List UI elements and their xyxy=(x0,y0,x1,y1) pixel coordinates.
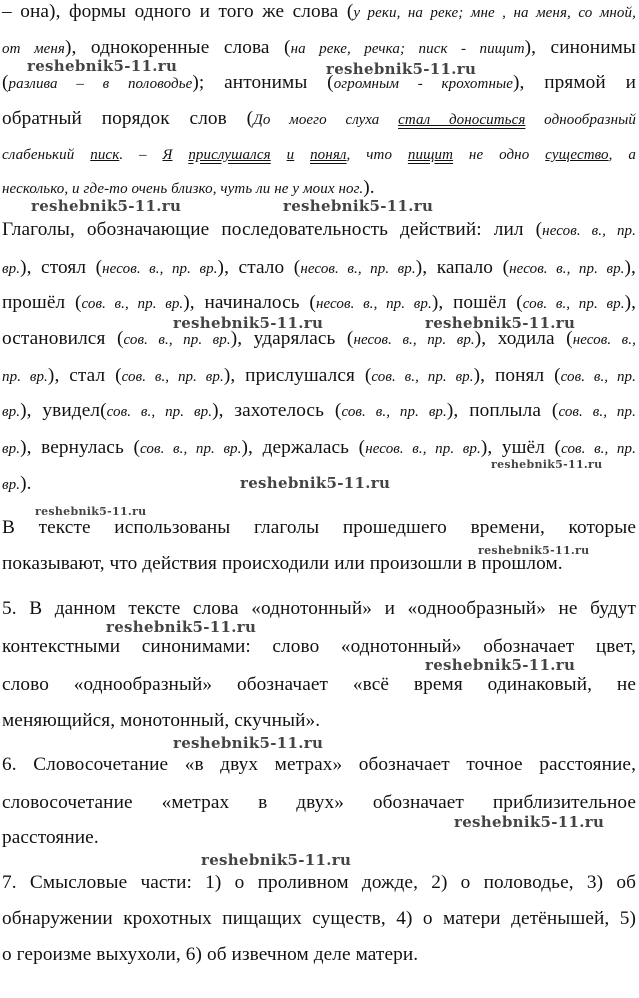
text-line: В тексте использованы глаголы прошедшего времени, которые xyxy=(2,517,636,538)
text-line: расстояние. xyxy=(2,827,99,848)
text-line: от меня), однокоренные слова (на реке, речка; писк - пищит), синонимы xyxy=(2,37,636,58)
watermark: reshebnik5-11.ru xyxy=(35,505,147,518)
text-line: – она), формы одного и того же слова (у реки, на реке; мне , на меня, со мной, xyxy=(2,1,636,22)
watermark: reshebnik5-11.ru xyxy=(27,57,178,75)
watermark: reshebnik5-11.ru xyxy=(31,197,182,215)
watermark: reshebnik5-11.ru xyxy=(201,851,352,869)
text-line: 6. Словосочетание «в двух метрах» обозначает точное расстояние, xyxy=(2,754,636,775)
text-line: контекстными синонимами: слово «однотонный» обозначает цвет, xyxy=(2,636,636,657)
text-line: показывают, что действия происходили или произошли в прошлом. xyxy=(2,553,563,574)
text-line: вр.), вернулась (сов. в., пр. вр.), держалась (несов. в., пр. вр.), ушёл (сов. в., пр. xyxy=(2,437,636,458)
watermark: reshebnik5-11.ru xyxy=(425,656,576,674)
text-line: обратный порядок слов (До моего слуха стал доноситься однообразный xyxy=(2,108,636,129)
text-line: меняющийся, монотонный, скучный». xyxy=(2,710,321,731)
watermark: reshebnik5-11.ru xyxy=(491,458,603,471)
text-line: 7. Смысловые части: 1) о проливном дожде, 2) о половодье, 3) об xyxy=(2,872,636,893)
text-line: прошёл (сов. в., пр. вр.), начиналось (несов. в., пр. вр.), пошёл (сов. в., пр. вр.), xyxy=(2,292,637,313)
text-line: о героизме выхухоли, 6) об извечном деле матери. xyxy=(2,944,419,965)
watermark: reshebnik5-11.ru xyxy=(173,314,324,332)
text-line: вр.). xyxy=(2,473,32,494)
watermark: reshebnik5-11.ru xyxy=(454,813,605,831)
text-line: 5. В данном тексте слова «однотонный» и «однообразный» не будут xyxy=(2,598,636,619)
text-line: слово «однообразный» обозначает «всё время одинаковый, не xyxy=(2,674,636,695)
text-line: вр.), увидел(сов. в., пр. вр.), захотелось (сов. в., пр. вр.), поплыла (сов. в., пр. xyxy=(2,400,636,421)
watermark: reshebnik5-11.ru xyxy=(173,734,324,752)
text-line: словосочетание «метрах в двух» обозначает приблизительное xyxy=(2,792,636,813)
text-line: несколько, и где-то очень близко, чуть ли не у моих ног.). xyxy=(2,177,375,198)
text-line: остановился (сов. в., пр. вр.), ударялась (несов. в., пр. вр.), ходила (несов. в., xyxy=(2,328,636,349)
watermark: reshebnik5-11.ru xyxy=(478,544,590,557)
text-line: обнаружении крохотных пищащих существ, 4) о матери детёнышей, 5) xyxy=(2,908,636,929)
watermark: reshebnik5-11.ru xyxy=(240,474,391,492)
watermark: reshebnik5-11.ru xyxy=(425,314,576,332)
watermark: reshebnik5-11.ru xyxy=(283,197,434,215)
text-line: (разлива – в половодье); антонимы (огромным - крохотные), прямой и xyxy=(2,72,636,93)
watermark: reshebnik5-11.ru xyxy=(106,618,257,636)
text-line: вр.), стоял (несов. в., пр. вр.), стало (несов. в., пр. вр.), капало (несов. в., пр. вр.), xyxy=(2,257,636,278)
text-line: слабенький писк. – Я прислушался и понял, что пищит не одно существо, а xyxy=(2,147,636,163)
watermark: reshebnik5-11.ru xyxy=(326,60,477,78)
text-line: пр. вр.), стал (сов. в., пр. вр.), прислушался (сов. в., пр. вр.), понял (сов. в., пр. xyxy=(2,365,637,386)
text-line: Глаголы, обозначающие последовательность действий: лил (несов. в., пр. xyxy=(2,219,636,240)
